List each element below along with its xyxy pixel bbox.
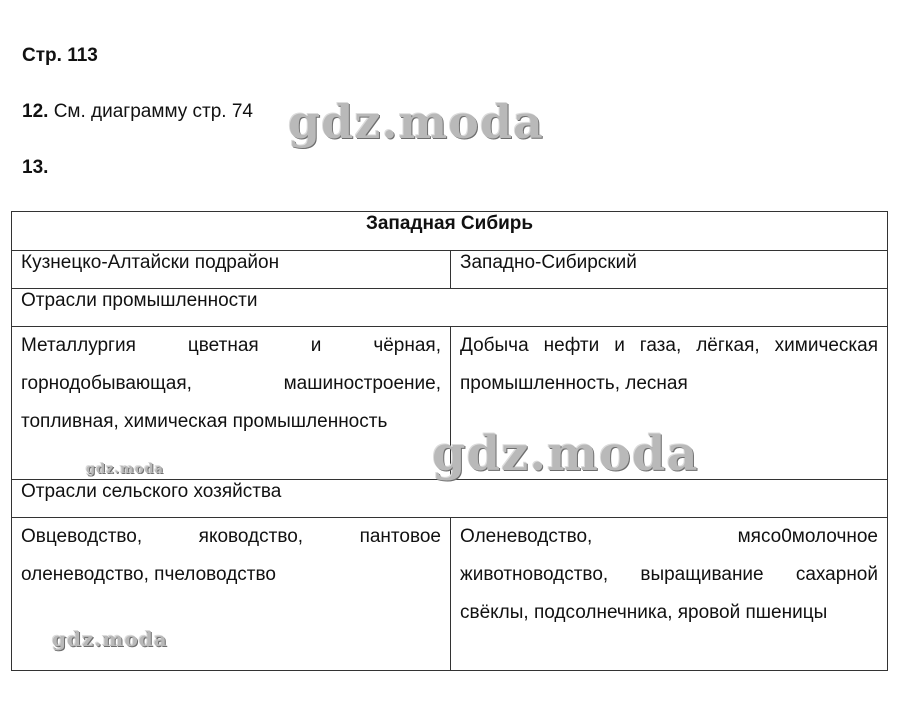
table-title: Западная Сибирь bbox=[12, 212, 888, 251]
watermark-small-1: gdz.moda bbox=[86, 462, 165, 477]
watermark-top: gdz.moda bbox=[288, 95, 544, 149]
task-12-text: См. диаграмму стр. 74 bbox=[53, 101, 253, 122]
watermark-middle: gdz.moda bbox=[432, 426, 699, 482]
agriculture-west-siberian: Оленеводство, мясо0молочное животноводство, выращивание сахарной свёклы, подсолнечника, яровой пшеницы bbox=[451, 518, 888, 671]
agriculture-heading: Отрасли сельского хозяйства bbox=[12, 480, 888, 518]
watermark-small-2: gdz.moda bbox=[52, 627, 168, 651]
subregion-row bbox=[12, 251, 888, 289]
subregion-west-siberian: Западно-Сибирский bbox=[451, 251, 888, 289]
industry-kuznetsk-altai: Металлургия цветная и чёрная, горнодобывающая, машиностроение, топливная, химическая промышленность bbox=[12, 327, 451, 480]
subregion-kuznetsk-altai: Кузнецко-Алтайски подрайон bbox=[12, 251, 451, 289]
west-siberia-table bbox=[11, 211, 888, 671]
task-13-number: 13. bbox=[22, 157, 49, 178]
agriculture-kuznetsk-altai: Овцеводство, яководство, пантовое оленеводство, пчеловодство bbox=[12, 518, 451, 671]
table-title-row bbox=[12, 212, 888, 251]
industry-row bbox=[12, 327, 888, 480]
page-reference: Стр. 113 bbox=[22, 45, 98, 66]
agriculture-heading-row bbox=[12, 480, 888, 518]
industry-heading-row bbox=[12, 289, 888, 327]
agriculture-row bbox=[12, 518, 888, 671]
industry-west-siberian: Добыча нефти и газа, лёгкая, химическая промышленность, лесная bbox=[451, 327, 888, 480]
task-12-line bbox=[22, 100, 253, 124]
industry-heading: Отрасли промышленности bbox=[12, 289, 888, 327]
task-12-number: 12. bbox=[22, 101, 49, 122]
